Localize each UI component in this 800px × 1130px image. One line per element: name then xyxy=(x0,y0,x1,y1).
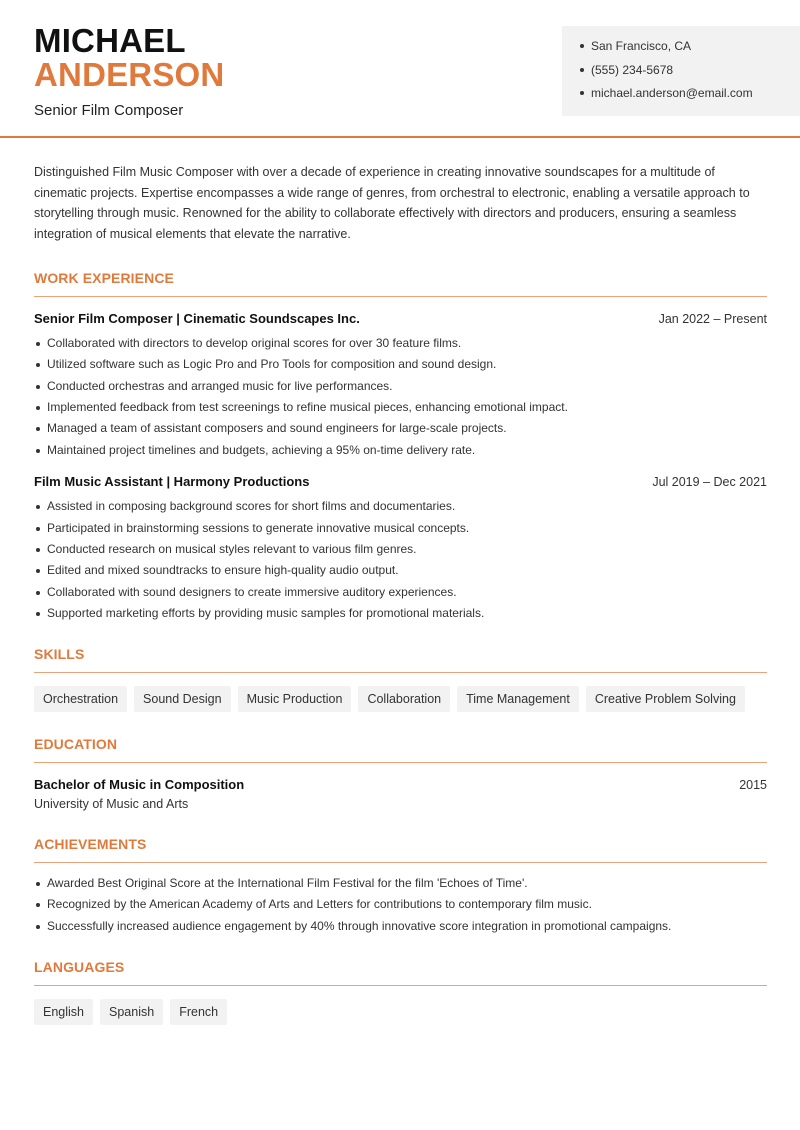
skill-tag: Collaboration xyxy=(358,686,450,712)
job-entry xyxy=(34,474,767,624)
education-section xyxy=(34,736,767,811)
resume-content xyxy=(34,162,767,1025)
location-text: San Francisco, CA xyxy=(591,39,692,53)
resume-header xyxy=(0,0,800,138)
list-item: Conducted orchestras and arranged music for live performances. xyxy=(34,376,767,397)
skills-section xyxy=(34,646,767,712)
list-item: Assisted in composing background scores for short films and documentaries. xyxy=(34,496,767,517)
education-year: 2015 xyxy=(739,777,767,792)
bullet-icon xyxy=(580,68,584,72)
list-item: Maintained project timelines and budgets, achieving a 95% on-time delivery rate. xyxy=(34,440,767,461)
phone-text: (555) 234-5678 xyxy=(591,62,674,77)
list-item: Implemented feedback from test screenings to refine musical pieces, enhancing emotional impact. xyxy=(34,397,767,418)
list-item: Participated in brainstorming sessions to generate innovative musical concepts. xyxy=(34,518,767,539)
job-bullets xyxy=(34,496,767,624)
job-title: Senior Film Composer xyxy=(34,102,184,119)
skill-tag: Time Management xyxy=(457,686,579,712)
achievements-list xyxy=(34,873,767,937)
job-entry xyxy=(34,311,767,461)
list-item: Edited and mixed soundtracks to ensure high-quality audio output. xyxy=(34,560,767,581)
section-title-languages: LANGUAGES xyxy=(34,959,767,986)
language-tag: English xyxy=(34,999,93,1025)
email-text: michael.anderson@email.com xyxy=(591,86,753,100)
language-tag: French xyxy=(170,999,227,1025)
language-tags xyxy=(34,999,767,1025)
list-item: Supported marketing efforts by providing music samples for promotional materials. xyxy=(34,603,767,624)
contact-box xyxy=(562,26,800,116)
summary-paragraph: Distinguished Film Music Composer with over a decade of experience in creating innovative soundscapes for a multitude of cinematic projects. Expertise encompasses a wide range of genres, from orchestral to electronic, enabling a versatile approach to storytelling through music. Renowned for the ability to collaborate effectively with directors and producers, ensuring a seamless integration of musical elements that elevate the narrative. xyxy=(34,165,750,242)
list-item: Successfully increased audience engagement by 40% through innovative score integration in promotional campaigns. xyxy=(34,916,767,937)
skill-tag: Music Production xyxy=(238,686,352,712)
skill-tag: Creative Problem Solving xyxy=(586,686,745,712)
job-header xyxy=(34,474,767,489)
languages-section xyxy=(34,959,767,1025)
job-bullets xyxy=(34,333,767,461)
job-role: Film Music Assistant | Harmony Productions xyxy=(34,474,310,490)
contact-email xyxy=(580,85,800,109)
last-name: ANDERSON xyxy=(34,56,225,93)
job-date: Jul 2019 – Dec 2021 xyxy=(652,475,767,490)
language-tag: Spanish xyxy=(100,999,163,1025)
bullet-icon xyxy=(580,91,584,95)
list-item: Managed a team of assistant composers and sound engineers for large-scale projects. xyxy=(34,418,767,439)
section-title-achievements: ACHIEVEMENTS xyxy=(34,836,767,863)
job-role: Senior Film Composer | Cinematic Soundscapes Inc. xyxy=(34,310,360,326)
first-name: MICHAEL xyxy=(34,22,186,59)
section-title-skills: SKILLS xyxy=(34,646,767,673)
list-item: Collaborated with directors to develop original scores for over 30 feature films. xyxy=(34,333,767,354)
list-item: Utilized software such as Logic Pro and Pro Tools for composition and sound design. xyxy=(34,354,767,375)
bullet-icon xyxy=(580,44,584,48)
name-block xyxy=(34,24,224,119)
skill-tag: Orchestration xyxy=(34,686,127,712)
contact-phone xyxy=(580,62,800,86)
section-title-education: EDUCATION xyxy=(34,736,767,763)
achievements-section xyxy=(34,836,767,937)
education-header xyxy=(34,777,767,792)
list-item: Collaborated with sound designers to create immersive auditory experiences. xyxy=(34,582,767,603)
list-item: Recognized by the American Academy of Arts and Letters for contributions to contemporary film music. xyxy=(34,894,767,915)
list-item: Awarded Best Original Score at the International Film Festival for the film 'Echoes of Time'. xyxy=(34,873,767,894)
section-title-work: WORK EXPERIENCE xyxy=(34,270,767,297)
contact-location xyxy=(580,38,800,62)
education-degree: Bachelor of Music in Composition xyxy=(34,776,245,792)
education-school: University of Music and Arts xyxy=(34,796,189,811)
work-section xyxy=(34,270,767,625)
skills-tags xyxy=(34,686,767,712)
skill-tag: Sound Design xyxy=(134,686,231,712)
job-date: Jan 2022 – Present xyxy=(658,311,767,326)
job-header xyxy=(34,311,767,326)
list-item: Conducted research on musical styles relevant to various film genres. xyxy=(34,539,767,560)
